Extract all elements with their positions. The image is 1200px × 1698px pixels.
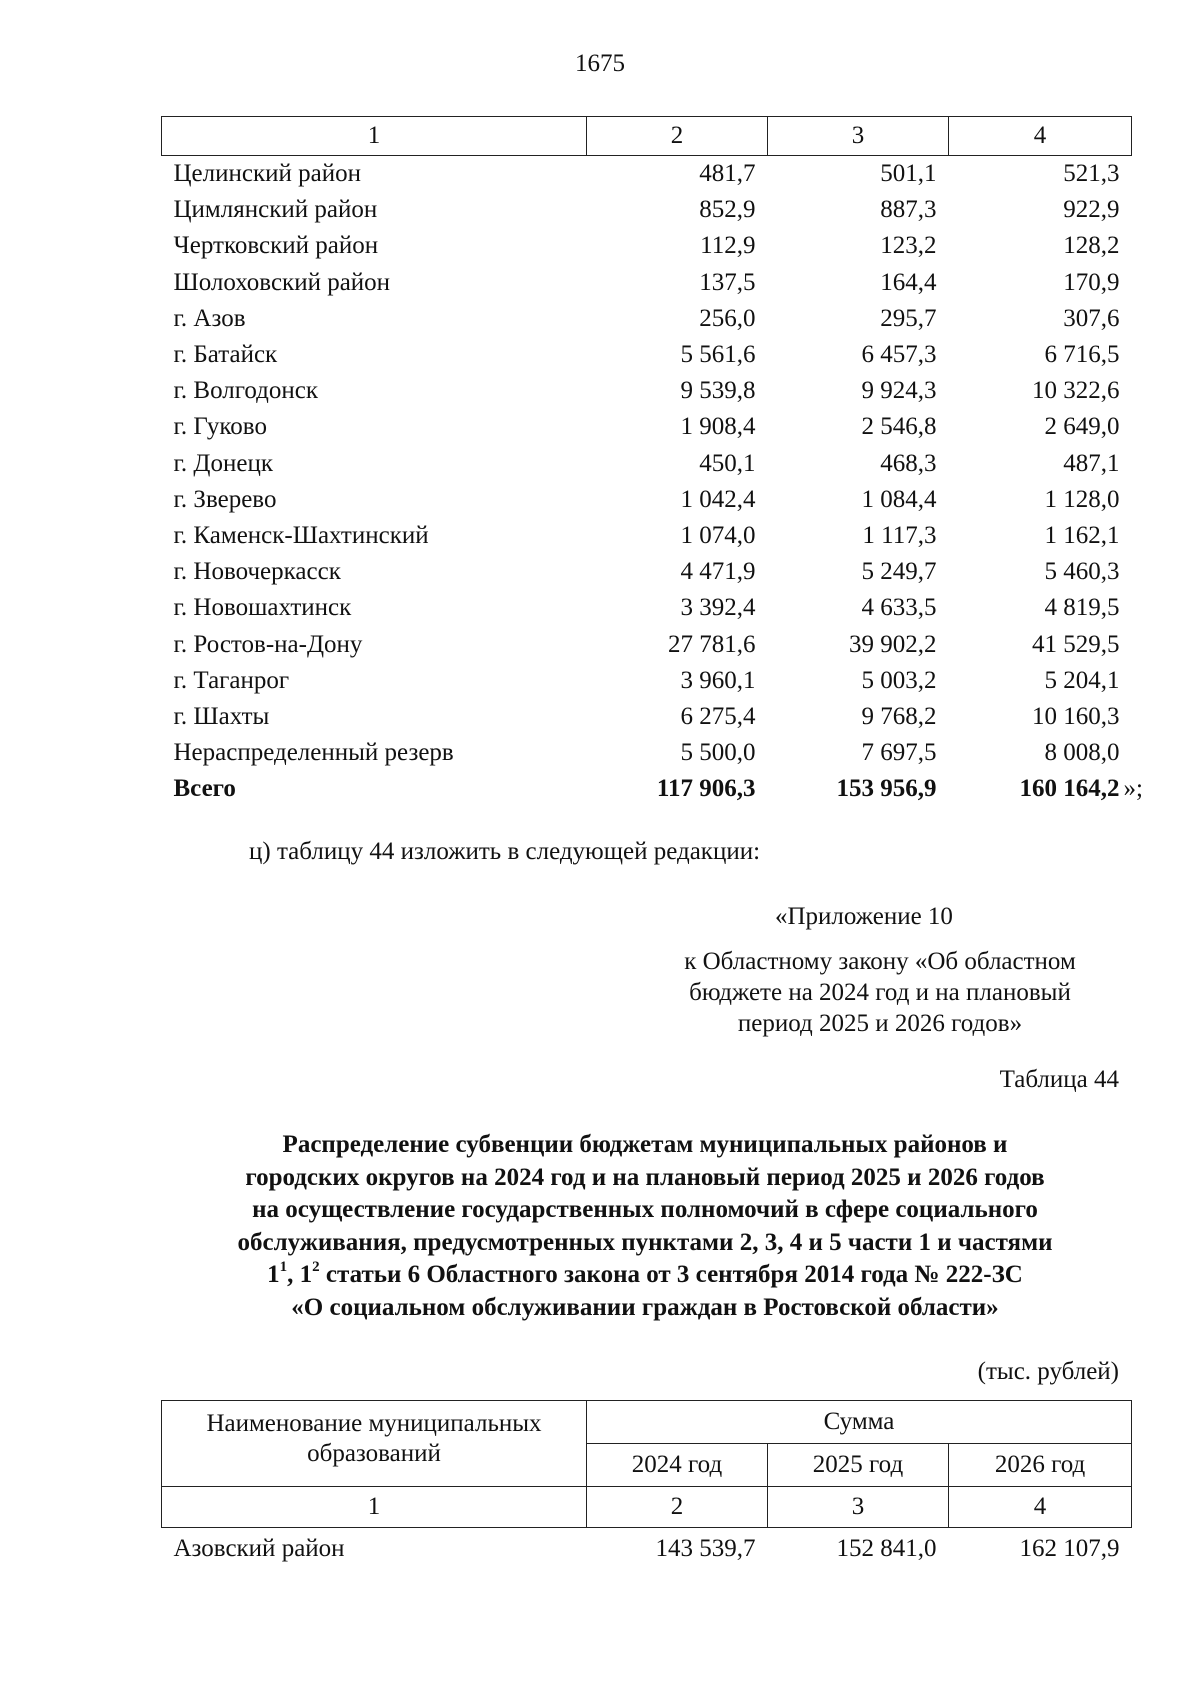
municipality-name: г. Каменск-Шахтинский bbox=[173, 522, 429, 550]
amount-cell: 852,9 bbox=[699, 196, 756, 224]
amount-cell: 152 841,0 bbox=[836, 1535, 937, 1562]
municipality-name: г. Азов bbox=[173, 304, 246, 332]
column-number: 1 bbox=[162, 1487, 587, 1528]
amount-cell: 39 902,2 bbox=[849, 630, 937, 658]
table-row bbox=[162, 192, 1132, 228]
table-row bbox=[162, 482, 1132, 518]
page-number: 1675 bbox=[575, 50, 625, 77]
amount-cell: 6 275,4 bbox=[680, 703, 756, 731]
heading-line: Распределение субвенции бюджетам муниципальных районов и bbox=[282, 1131, 1008, 1158]
sum-column-header: Сумма bbox=[587, 1401, 1132, 1444]
year-header: 2026 год bbox=[949, 1444, 1132, 1487]
units-note: (тыс. рублей) bbox=[977, 1358, 1119, 1385]
table-row bbox=[162, 699, 1132, 735]
amount-cell: 501,1 bbox=[880, 160, 937, 187]
appendix-title: «Приложение 10 bbox=[775, 903, 953, 930]
column-number: 2 bbox=[587, 1487, 768, 1528]
table-row bbox=[162, 627, 1132, 663]
amount-cell: 7 697,5 bbox=[861, 739, 937, 767]
table-row bbox=[162, 228, 1132, 264]
table-row bbox=[162, 265, 1132, 301]
amount-cell: 10 160,3 bbox=[1032, 703, 1120, 731]
municipality-name: г. Новошахтинск bbox=[173, 594, 352, 622]
heading-line: «О социальном обслуживании граждан в Ростовской области» bbox=[291, 1293, 999, 1321]
municipality-name: Всего bbox=[173, 775, 236, 803]
column-numbering-row bbox=[162, 117, 1132, 156]
table-row bbox=[162, 1528, 1132, 1571]
amount-cell: 170,9 bbox=[1063, 268, 1120, 296]
table-row bbox=[162, 156, 1132, 193]
municipality-name: г. Батайск bbox=[173, 341, 278, 369]
appendix-reference bbox=[640, 946, 1120, 1039]
heading-line: на осуществление государственных полномочий в сфере социального bbox=[252, 1196, 1038, 1224]
amount-cell: 5 460,3 bbox=[1044, 558, 1120, 586]
heading-text: 1 bbox=[267, 1261, 280, 1289]
municipality-name: г. Гуково bbox=[173, 413, 267, 441]
heading-text: статьи 6 Областного закона от 3 сентября 2014 года № 222-ЗС bbox=[319, 1261, 1023, 1289]
amount-cell: 10 322,6 bbox=[1032, 377, 1120, 405]
table-row bbox=[162, 373, 1132, 409]
column-number: 3 bbox=[768, 1487, 949, 1528]
column-number: 4 bbox=[949, 117, 1132, 156]
column-number: 2 bbox=[587, 117, 768, 156]
amount-cell: 487,1 bbox=[1063, 449, 1120, 477]
amount-cell: 4 633,5 bbox=[861, 594, 937, 622]
amount-cell: 887,3 bbox=[880, 196, 937, 224]
amount-cell: 4 819,5 bbox=[1044, 594, 1120, 622]
amount-cell bbox=[949, 771, 1143, 807]
table-row bbox=[162, 409, 1132, 445]
amount-cell: 1 042,4 bbox=[680, 485, 756, 513]
amount-cell: 164,4 bbox=[880, 268, 937, 296]
amount-cell: 27 781,6 bbox=[668, 630, 756, 658]
table-heading bbox=[160, 1129, 1130, 1325]
municipality-name: Шолоховский район bbox=[173, 268, 391, 296]
superscript: 1 bbox=[279, 1259, 288, 1276]
amount-cell: 5 500,0 bbox=[680, 739, 756, 767]
amount-cell: 922,9 bbox=[1063, 196, 1120, 224]
table-row bbox=[162, 337, 1132, 373]
amount-cell: 256,0 bbox=[699, 304, 756, 332]
name-column-header: Наименование муниципальных образований bbox=[162, 1401, 587, 1487]
municipality-name: г. Ростов-на-Дону bbox=[173, 630, 363, 658]
municipality-name: Нераспределенный резерв bbox=[173, 739, 454, 767]
amount-cell: 6 716,5 bbox=[1044, 341, 1120, 369]
column-number: 4 bbox=[949, 1487, 1132, 1528]
subvention-table-continuation bbox=[161, 116, 1143, 808]
column-numbering-row bbox=[162, 1487, 1132, 1528]
amount-cell: 1 128,0 bbox=[1044, 485, 1120, 513]
municipality-name: г. Шахты bbox=[173, 703, 270, 731]
table-row bbox=[162, 663, 1132, 699]
amount-cell: 2 649,0 bbox=[1044, 413, 1120, 441]
table-row bbox=[162, 735, 1132, 771]
amount-cell: 6 457,3 bbox=[861, 341, 937, 369]
amount-cell: 41 529,5 bbox=[1032, 630, 1120, 658]
amount-cell: 5 204,1 bbox=[1044, 666, 1120, 694]
amount-cell: 128,2 bbox=[1063, 232, 1120, 260]
amount-cell: 162 107,9 bbox=[1019, 1535, 1120, 1562]
amount-cell: 3 960,1 bbox=[680, 666, 756, 694]
column-number: 3 bbox=[768, 117, 949, 156]
municipality-name: Азовский район bbox=[173, 1535, 345, 1562]
amount-cell: 4 471,9 bbox=[680, 558, 756, 586]
total-value-wrapper bbox=[1019, 775, 1143, 803]
amount-cell: 9 924,3 bbox=[861, 377, 937, 405]
subvention-table-44 bbox=[161, 1400, 1132, 1570]
amount-cell: 521,3 bbox=[1063, 160, 1120, 187]
table-header-row bbox=[162, 1401, 1132, 1444]
heading-line bbox=[160, 1259, 1130, 1292]
amount-cell: 117 906,3 bbox=[656, 775, 756, 803]
heading-text: , 1 bbox=[287, 1261, 313, 1289]
amount-cell: 5 003,2 bbox=[861, 666, 937, 694]
amount-cell: 1 084,4 bbox=[861, 485, 937, 513]
closing-quote: »; bbox=[1123, 775, 1143, 803]
amount-cell: 153 956,9 bbox=[836, 775, 937, 803]
amount-cell: 123,2 bbox=[880, 232, 937, 260]
heading-line: обслуживания, предусмотренных пунктами 2, 3, 4 и 5 части 1 и частями bbox=[237, 1228, 1053, 1256]
amount-cell: 137,5 bbox=[699, 268, 756, 296]
table-row bbox=[162, 446, 1132, 482]
year-header: 2025 год bbox=[768, 1444, 949, 1487]
amount-cell: 8 008,0 bbox=[1044, 739, 1120, 767]
amount-cell: 307,6 bbox=[1063, 304, 1120, 332]
total-row bbox=[162, 771, 1132, 807]
amount-cell: 1 117,3 bbox=[862, 522, 937, 550]
table-row bbox=[162, 301, 1132, 337]
amount-cell: 9 539,8 bbox=[680, 377, 756, 405]
amount-cell: 143 539,7 bbox=[655, 1535, 756, 1562]
amount-cell: 112,9 bbox=[700, 232, 756, 260]
amount-cell: 468,3 bbox=[880, 449, 937, 477]
superscript: 2 bbox=[312, 1259, 320, 1276]
municipality-name: Чертковский район bbox=[173, 232, 379, 260]
amount-cell: 5 249,7 bbox=[861, 558, 937, 586]
municipality-name: г. Волгодонск bbox=[173, 377, 319, 405]
appendix-line: период 2025 и 2026 годов» bbox=[737, 1010, 1023, 1037]
municipality-name: г. Зверево bbox=[173, 485, 277, 513]
amount-cell: 295,7 bbox=[880, 304, 937, 332]
year-header: 2024 год bbox=[587, 1444, 768, 1487]
table-row bbox=[162, 554, 1132, 590]
amendment-instruction: ц) таблицу 44 изложить в следующей редакции: bbox=[249, 838, 761, 865]
table-row bbox=[162, 518, 1132, 554]
municipality-name: Цимлянский район bbox=[173, 196, 378, 224]
appendix-line: к Областному закону «Об областном bbox=[684, 948, 1076, 975]
amount-cell: 9 768,2 bbox=[861, 703, 937, 731]
amount-cell: 1 908,4 bbox=[680, 413, 756, 441]
municipality-name: г. Донецк bbox=[173, 449, 273, 477]
amount-cell: 450,1 bbox=[699, 449, 756, 477]
municipality-name: Целинский район bbox=[173, 160, 361, 187]
municipality-name: г. Таганрог bbox=[173, 666, 290, 694]
table-label: Таблица 44 bbox=[999, 1066, 1119, 1093]
municipality-name: г. Новочеркасск bbox=[173, 558, 341, 586]
column-number: 1 bbox=[162, 117, 587, 156]
amount-cell: 5 561,6 bbox=[680, 341, 756, 369]
appendix-line: бюджете на 2024 год и на плановый bbox=[689, 979, 1071, 1006]
amount-cell: 1 162,1 bbox=[1044, 522, 1120, 550]
table-row bbox=[162, 590, 1132, 626]
amount-cell: 1 074,0 bbox=[680, 522, 756, 550]
amount-cell: 2 546,8 bbox=[861, 413, 937, 441]
amount-cell: 481,7 bbox=[699, 160, 756, 187]
total-value: 160 164,2 bbox=[1019, 775, 1120, 803]
amount-cell: 3 392,4 bbox=[680, 594, 756, 622]
heading-line: городских округов на 2024 год и на плановый период 2025 и 2026 годов bbox=[245, 1163, 1045, 1191]
